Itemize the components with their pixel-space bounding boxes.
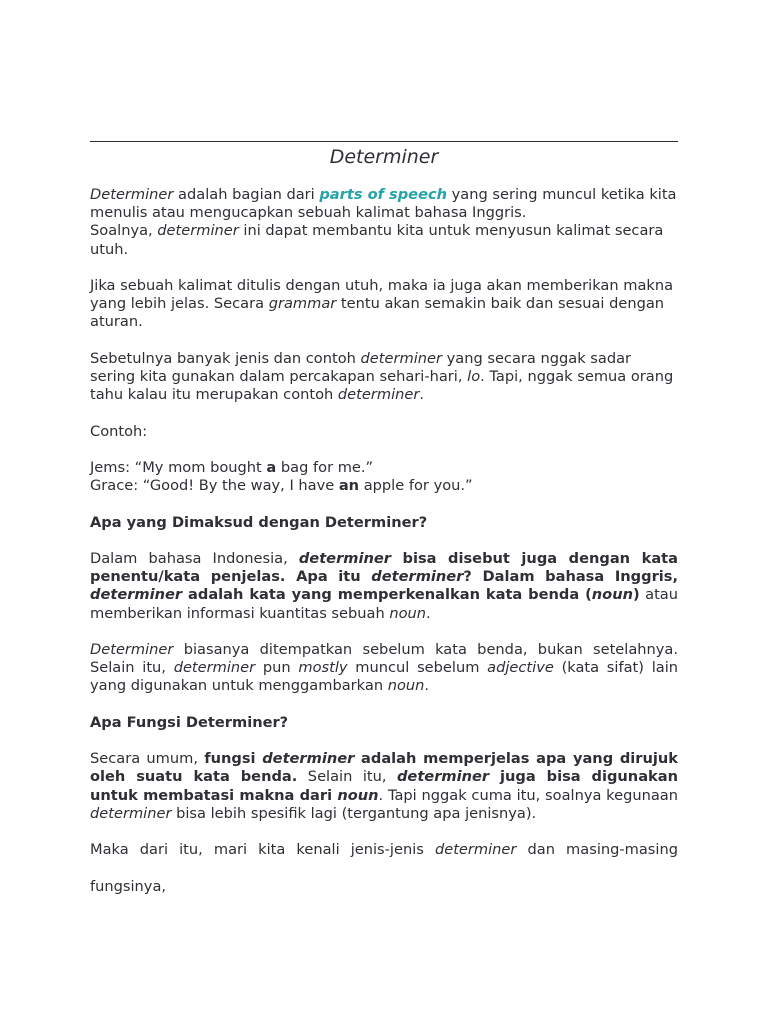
term: grammar	[268, 295, 337, 313]
document-body	[90, 186, 678, 914]
paragraph-3: Sebetulnya banyak jenis dan contoh determiner yang secara nggak sadar sering kita gunakan dalam percakapan sehari-hari, lo. Tapi, nggak semua orang tahu kalau itu merupakan contoh determiner.	[90, 349, 674, 404]
page-title: Determiner	[329, 146, 439, 168]
paragraph-definition: Dalam bahasa Indonesia, determiner bisa disebut juga dengan kata penentu/kata penjelas. Apa itu determiner? Dalam bahasa Inggris, determiner adalah kata yang memperkenalkan kata benda (noun) atau memberikan informasi kuantitas sebuah noun.	[90, 549, 679, 622]
example-dialogue: Jems: “My mom bought a bag for me.” Grace: “Good! By the way, I have an apple for you.”	[90, 458, 473, 495]
paragraph-placement: Determiner biasanya ditempatkan sebelum kata benda, bukan setelahnya. Selain itu, determiner pun mostly muncul sebelum adjective (kata sifat) lain yang digunakan untuk menggambarkan noun.	[90, 640, 678, 695]
paragraph-contoh: Contoh:	[90, 422, 148, 440]
term: determiner	[157, 222, 239, 240]
paragraph-intro: Determiner adalah bagian dari parts of speech yang sering muncul ketika kita menulis atau mengucapkan sebuah kalimat bahasa Inggris. Soalnya, determiner ini dapat membantu kita untuk menyusun kalimat secara utuh.	[90, 186, 677, 258]
term: determiner	[337, 386, 420, 404]
paragraph-closing: Maka dari itu, mari kita kenali jenis-jenis determiner dan masing-masing	[90, 841, 678, 859]
parts-of-speech-link[interactable]: parts of speech	[319, 186, 448, 203]
term: lo	[467, 368, 481, 385]
section-heading-1: Apa yang Dimaksud dengan Determiner?	[90, 513, 428, 531]
paragraph-2: Jika sebuah kalimat ditulis dengan utuh, maka ia juga akan memberikan makna yang lebih jelas. Secara grammar tentu akan semakin baik dan sesuai dengan aturan.	[90, 277, 674, 331]
term: Determiner	[90, 186, 174, 203]
section-heading-2: Apa Fungsi Determiner?	[90, 713, 289, 731]
top-rule	[90, 141, 678, 142]
paragraph-final: fungsinya,	[90, 877, 167, 895]
paragraph-function: Secara umum, fungsi determiner adalah memperjelas apa yang dirujuk oleh suatu kata benda. Selain itu, determiner juga bisa digunakan untuk membatasi makna dari noun. Tapi nggak cuma itu, soalnya kegunaan determiner bisa lebih spesifik lagi (tergantung apa jenisnya).	[90, 750, 678, 822]
term: determiner	[360, 349, 442, 367]
